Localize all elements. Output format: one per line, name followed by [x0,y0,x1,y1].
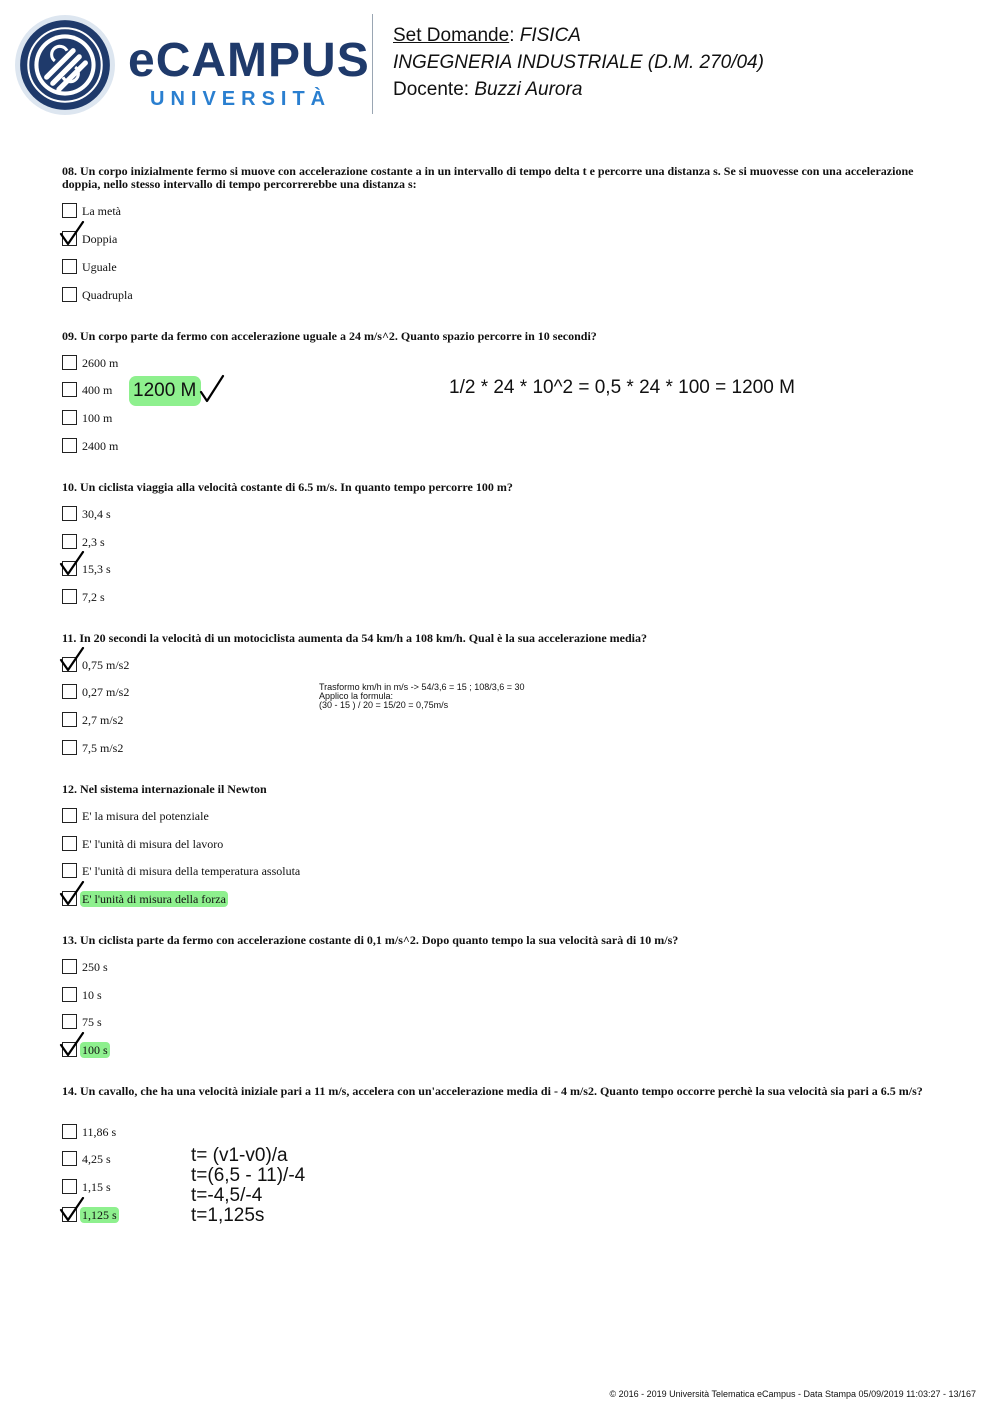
question-11 [62,632,942,645]
option-label: 2600 m [82,356,119,370]
checkbox[interactable] [62,382,77,397]
checkbox[interactable] [62,863,77,878]
option-label: E' l'unità di misura del lavoro [82,837,224,851]
option-label: Doppia [82,232,118,246]
option-label: 2,3 s [82,535,105,549]
question-14 [62,1085,942,1098]
question-text: 08. Un corpo inizialmente fermo si muove con accelerazione costante a in un intervallo di tempo delta t e percorre una distanza s. Se si muovesse con una accelerazione doppia, nello stesso intervallo di tempo percorrerebbe una distanza s: [62,164,914,191]
option-label: 15,3 s [82,562,111,576]
set-domande-sep: : [509,25,515,46]
checkbox[interactable] [62,684,77,699]
option-label: 30,4 s [82,507,111,521]
handwritten-answer-09: 1200 M [129,376,201,406]
page-footer: © 2016 - 2019 Università Telematica eCampus - Data Stampa 05/09/2019 11:03:27 - 13/167 [609,1389,976,1399]
work-line: t=(6,5 - 11)/-4 [191,1165,306,1186]
work-line: t=-4,5/-4 [191,1185,263,1206]
checkbox[interactable] [62,836,77,851]
option-label: 2400 m [82,439,119,453]
brand-logo [128,36,370,111]
work-line: t= (v1-v0)/a [191,1145,288,1166]
question-12 [62,783,942,796]
option-label: 250 s [82,960,108,974]
option-label: Uguale [82,260,117,274]
option-label: 2,7 m/s2 [82,713,124,727]
question-text: 10. Un ciclista viaggia alla velocità costante di 6.5 m/s. In quanto tempo percorre 100 m? [62,480,513,494]
question-text: 09. Un corpo parte da fermo con accelerazione uguale a 24 m/s^2. Quanto spazio percorre in 10 secondi? [62,329,597,343]
option-label: 400 m [82,383,113,397]
option-label: 7,5 m/s2 [82,741,124,755]
question-text: 12. Nel sistema internazionale il Newton [62,782,267,796]
option-label: 4,25 s [82,1152,111,1166]
brand-subtitle: UNIVERSITÀ [150,88,332,110]
checkmark-icon [59,221,85,247]
header-info [393,22,764,103]
question-text: 11. In 20 secondi la velocità di un motociclista aumenta da 54 km/h a 108 km/h. Qual è la sua accelerazione media? [62,631,647,645]
checkbox[interactable] [62,987,77,1002]
work-14 [191,1146,305,1226]
option-label: 7,2 s [82,590,105,604]
checkmark-icon [59,551,85,577]
option-label: 75 s [82,1015,102,1029]
checkbox[interactable] [62,203,77,218]
checkbox[interactable] [62,589,77,604]
checkbox[interactable] [62,1179,77,1194]
brand-name: eCAMPUS [128,34,370,87]
checkbox[interactable] [62,410,77,425]
page-header [0,0,1000,130]
docente-name: Buzzi Aurora [474,79,583,100]
ecampus-logo-icon [14,14,116,116]
checkbox[interactable] [62,740,77,755]
option-label: 0,27 m/s2 [82,685,130,699]
checkbox[interactable] [62,534,77,549]
checkbox[interactable] [62,1124,77,1139]
question-13 [62,934,942,947]
work-line: t=1,125s [191,1205,265,1226]
formula-09: 1/2 * 24 * 10^2 = 0,5 * 24 * 100 = 1200 M [449,377,795,398]
option-label: 100 s [82,1043,108,1057]
question-text: 14. Un cavallo, che ha una velocità iniziale pari a 11 m/s, accelera con un'accelerazione media di - 4 m/s2. Quanto tempo occorre perchè la sua velocità sia pari a 6.5 m/s? [62,1084,923,1098]
note-line: Trasformo km/h in m/s -> 54/3,6 = 15 ; 108/3,6 = 30 [319,682,525,692]
checkbox[interactable] [62,712,77,727]
checkmark-icon [59,881,85,907]
option-label: 1,15 s [82,1180,111,1194]
checkbox[interactable] [62,808,77,823]
option-label: 0,75 m/s2 [82,658,130,672]
subject-name: FISICA [519,25,581,46]
option-label: 11,86 s [82,1125,117,1139]
checkbox[interactable] [62,438,77,453]
option-label: 100 m [82,411,113,425]
checkbox[interactable] [62,259,77,274]
option-label: E' l'unità di misura della forza [82,892,226,906]
note-line: (30 - 15 ) / 20 = 15/20 = 0,75m/s [319,700,449,710]
header-divider [372,14,373,114]
checkbox[interactable] [62,506,77,521]
option-label: La metà [82,204,121,218]
question-09 [62,330,942,343]
checkbox[interactable] [62,1151,77,1166]
option-label: Quadrupla [82,288,133,302]
option-label: E' l'unità di misura della temperatura assoluta [82,864,301,878]
question-text: 13. Un ciclista parte da fermo con accelerazione costante di 0,1 m/s^2. Dopo quanto tempo la sua velocità sarà di 10 m/s? [62,933,679,947]
note-line: Applico la formula: [319,691,394,701]
question-08 [62,165,942,191]
option-label: 10 s [82,988,102,1002]
header-line-3 [393,76,764,103]
note-11 [319,683,525,710]
checkmark-icon [59,647,85,673]
checkbox[interactable] [62,355,77,370]
set-domande-label: Set Domande [393,25,510,46]
checkbox[interactable] [62,1014,77,1029]
checkmark-icon [199,374,225,404]
course-name: INGEGNERIA INDUSTRIALE (D.M. 270/04) [393,52,764,73]
checkmark-icon [59,1197,85,1223]
option-label: E' la misura del potenziale [82,809,209,823]
checkbox[interactable] [62,287,77,302]
option-label: 1,125 s [82,1208,117,1222]
question-10 [62,481,942,494]
checkbox[interactable] [62,959,77,974]
header-line-1 [393,22,764,49]
docente-label: Docente: [393,79,470,100]
checkmark-icon [59,1032,85,1058]
